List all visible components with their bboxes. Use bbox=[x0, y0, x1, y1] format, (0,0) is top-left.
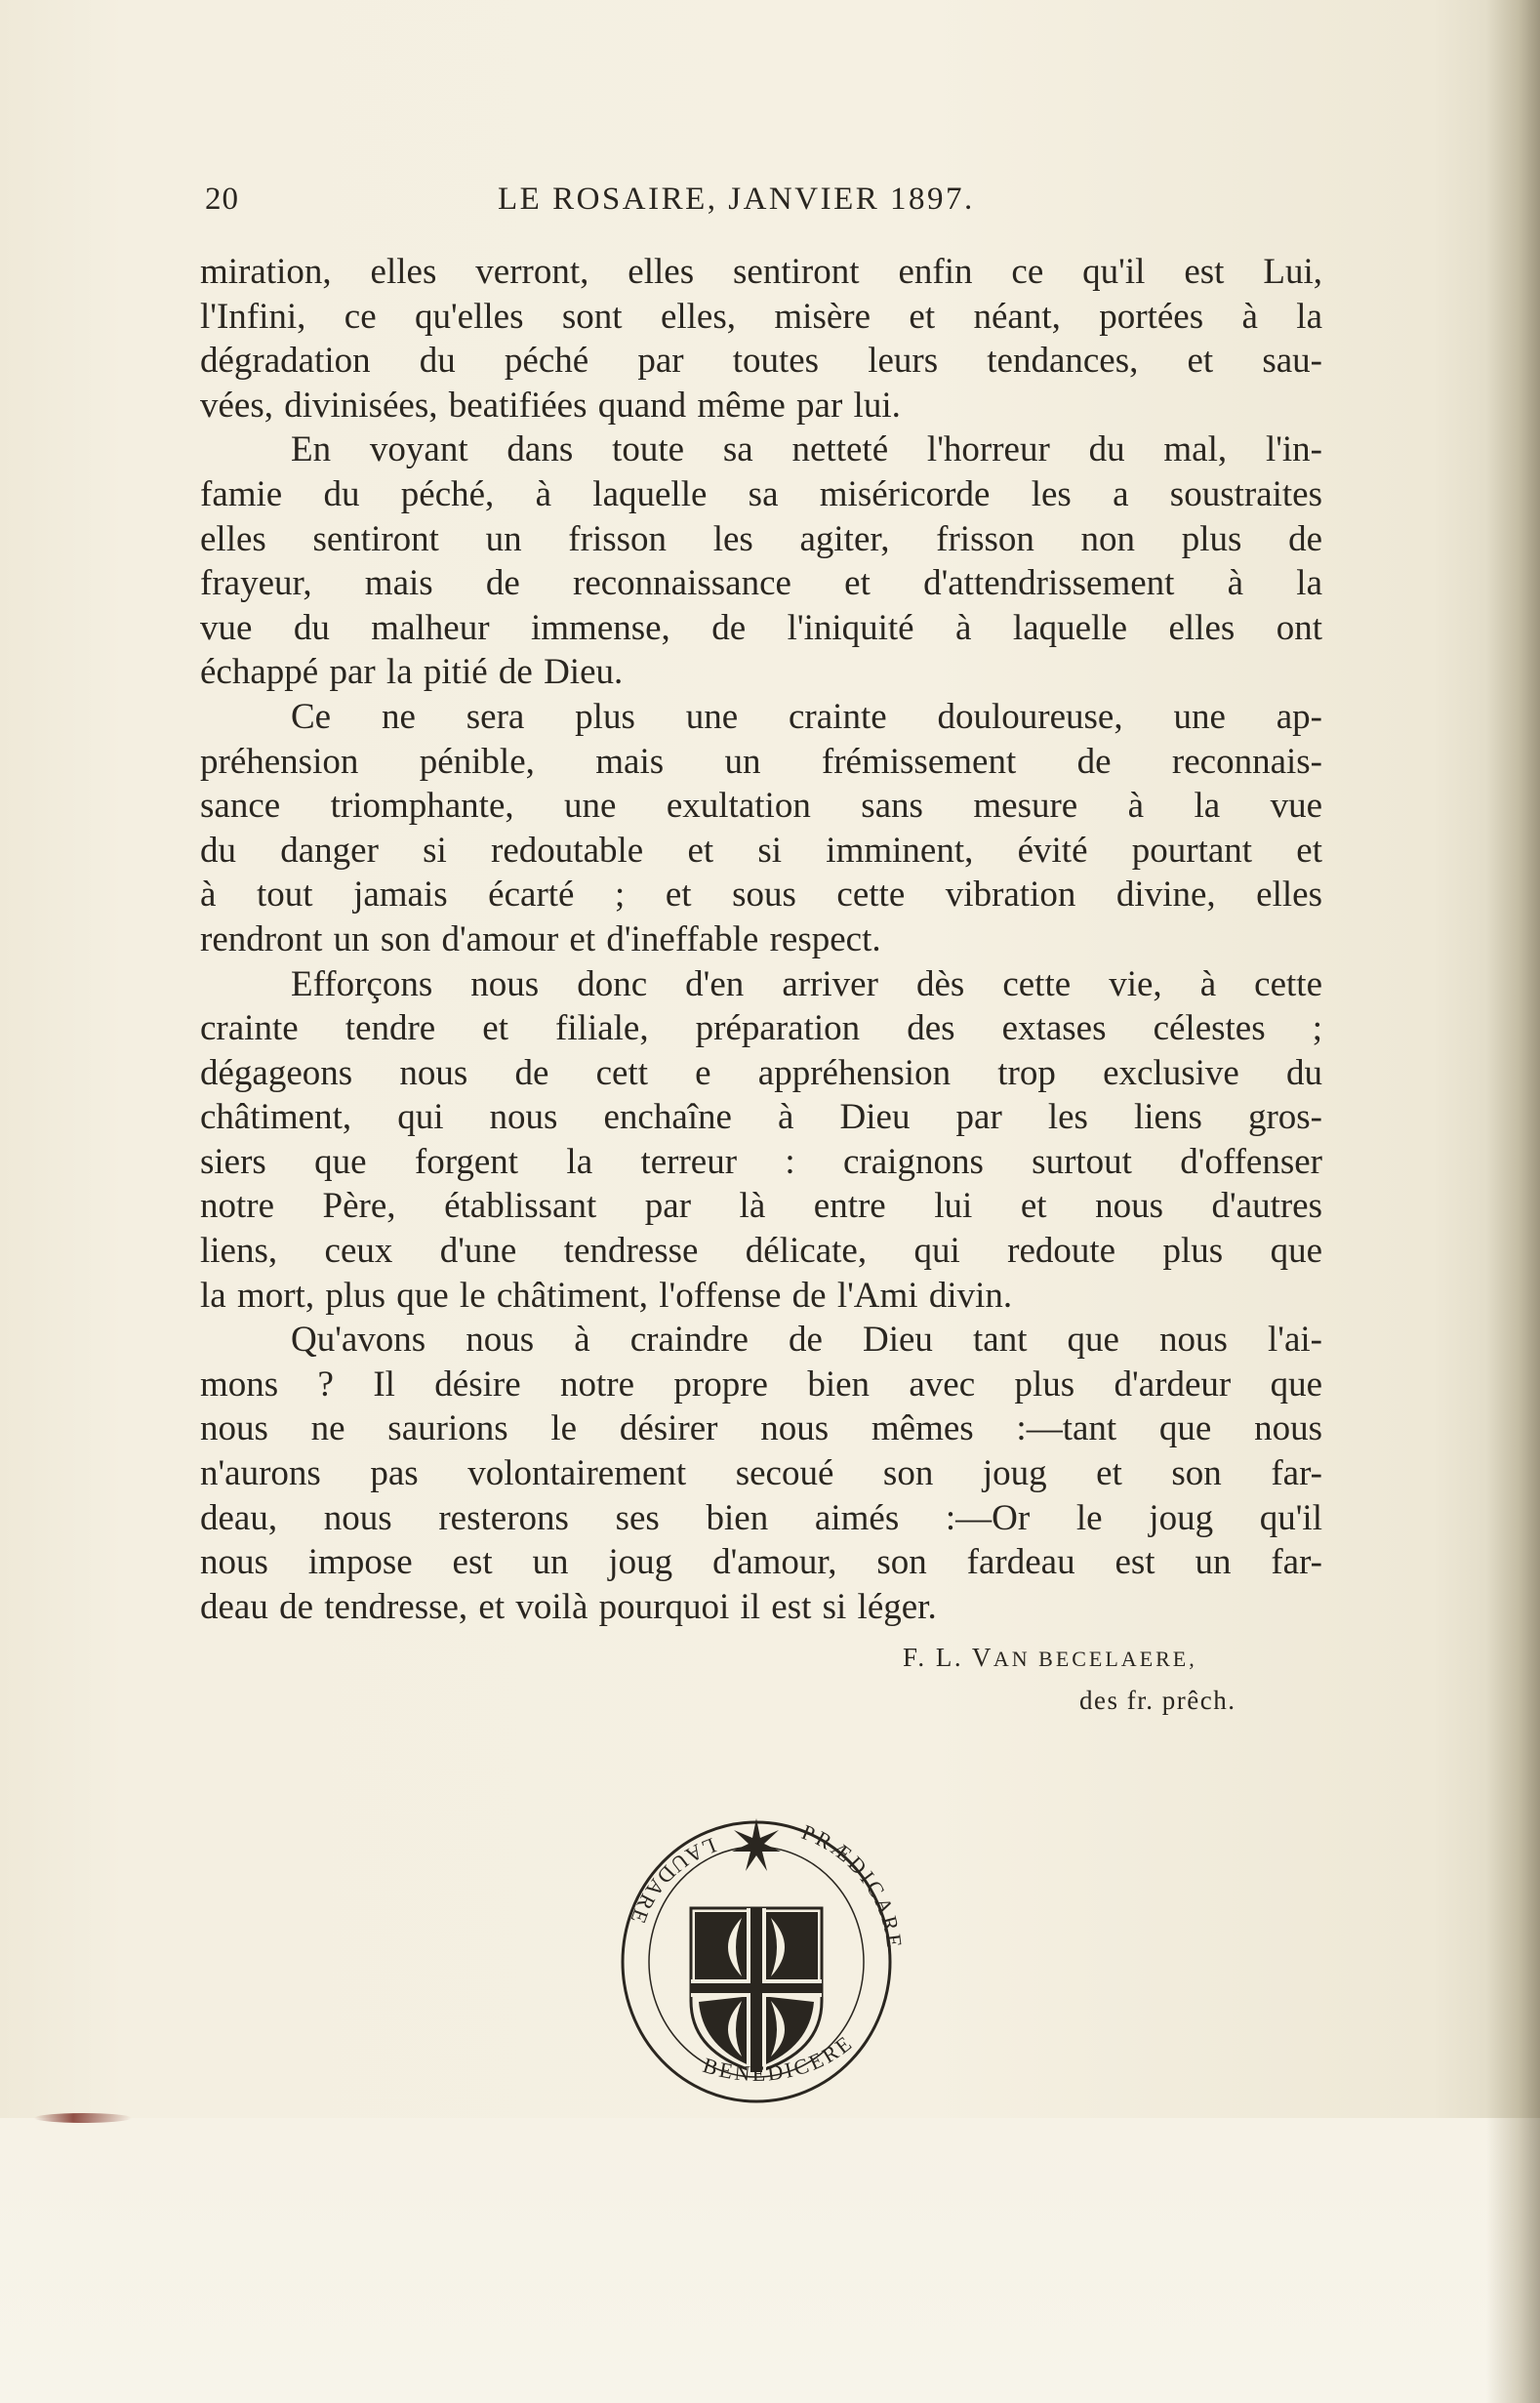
emblem-legend-bottom: BENEDICERE bbox=[700, 2029, 859, 2087]
author-title: des fr. prêch. bbox=[1079, 1686, 1236, 1715]
dominican-seal-emblem bbox=[605, 1801, 908, 2113]
text-line: dégradation du péché par toutes leurs tendances, et sau- bbox=[200, 341, 1322, 382]
emblem-legend-left: LAUDARE bbox=[625, 1833, 720, 1930]
text-line: vées, divinisées, beatifiées quand même par lui. bbox=[200, 385, 901, 426]
text-line: Ce ne sera plus une crainte douloureuse, une ap- bbox=[291, 696, 1322, 737]
text-line: châtiment, qui nous enchaîne à Dieu par les liens gros- bbox=[200, 1097, 1322, 1138]
text-line: nous ne saurions le désirer nous mêmes :—tant que nous bbox=[200, 1408, 1322, 1449]
text-line: Efforçons nous donc d'en arriver dès cette vie, à cette bbox=[291, 963, 1322, 1004]
text-line: à tout jamais écarté ; et sous cette vibration divine, elles bbox=[200, 875, 1322, 916]
text-line: Qu'avons nous à craindre de Dieu tant que nous l'ai- bbox=[291, 1320, 1322, 1361]
text-line: l'Infini, ce qu'elles sont elles, misère et néant, portées à la bbox=[200, 296, 1322, 337]
text-line: miration, elles verront, elles sentiront enfin ce qu'il est Lui, bbox=[200, 252, 1322, 292]
blank-page-area bbox=[0, 2118, 1540, 2403]
text-line: du danger si redoutable et si imminent, évité pourtant et bbox=[200, 830, 1322, 871]
author-name-smallcaps: AN B bbox=[993, 1647, 1056, 1671]
page-number: 20 bbox=[205, 182, 239, 217]
text-line: échappé par la pitié de Dieu. bbox=[200, 652, 624, 693]
text-line: n'aurons pas volontairement secoué son joug et son far- bbox=[200, 1453, 1322, 1494]
text-line: siers que forgent la terreur : craignons surtout d'offenser bbox=[200, 1141, 1322, 1182]
author-initials: F. L. V bbox=[903, 1643, 993, 1672]
text-line: elles sentiront un frisson les agiter, frisson non plus de bbox=[200, 518, 1322, 559]
text-line: mons ? Il désire notre propre bien avec plus d'ardeur que bbox=[200, 1364, 1322, 1405]
emblem-legend-right: PRÆDICARE bbox=[798, 1819, 908, 1952]
page-edge-shadow bbox=[1486, 0, 1540, 2403]
text-line: sance triomphante, une exultation sans mesure à la vue bbox=[200, 786, 1322, 827]
author-name-tail: ECELAERE, bbox=[1055, 1647, 1197, 1671]
page-header bbox=[205, 182, 1054, 230]
ink-smudge bbox=[34, 2113, 132, 2123]
text-line: famie du péché, à laquelle sa miséricorde les a soustraites bbox=[200, 473, 1322, 514]
author-signature bbox=[903, 1643, 1197, 1673]
text-line: dégageons nous de cett e appréhension trop exclusive du bbox=[200, 1052, 1322, 1093]
text-line: notre Père, établissant par là entre lui et nous d'autres bbox=[200, 1186, 1322, 1227]
text-line: vue du malheur immense, de l'iniquité à laquelle elles ont bbox=[200, 607, 1322, 648]
text-line: nous impose est un joug d'amour, son fardeau est un far- bbox=[200, 1542, 1322, 1583]
text-line: la mort, plus que le châtiment, l'offense de l'Ami divin. bbox=[200, 1275, 1013, 1316]
star-icon bbox=[732, 1818, 781, 1871]
body-text bbox=[200, 250, 1322, 1629]
dominican-shield-icon bbox=[691, 1908, 822, 2074]
text-line: En voyant dans toute sa netteté l'horreur du mal, l'in- bbox=[291, 429, 1322, 470]
text-line: liens, ceux d'une tendresse délicate, qui redoute plus que bbox=[200, 1231, 1322, 1272]
text-line: deau, nous resterons ses bien aimés :—Or le joug qu'il bbox=[200, 1497, 1322, 1538]
text-line: préhension pénible, mais un frémissement de reconnais- bbox=[200, 741, 1322, 782]
text-line: frayeur, mais de reconnaissance et d'attendrissement à la bbox=[200, 563, 1322, 604]
text-line: deau de tendresse, et voilà pourquoi il est si léger. bbox=[200, 1586, 937, 1627]
running-title: LE ROSAIRE, JANVIER 1897. bbox=[498, 182, 975, 217]
text-line: rendront un son d'amour et d'ineffable respect. bbox=[200, 918, 881, 959]
text-line: crainte tendre et filiale, préparation des extases célestes ; bbox=[200, 1008, 1322, 1049]
